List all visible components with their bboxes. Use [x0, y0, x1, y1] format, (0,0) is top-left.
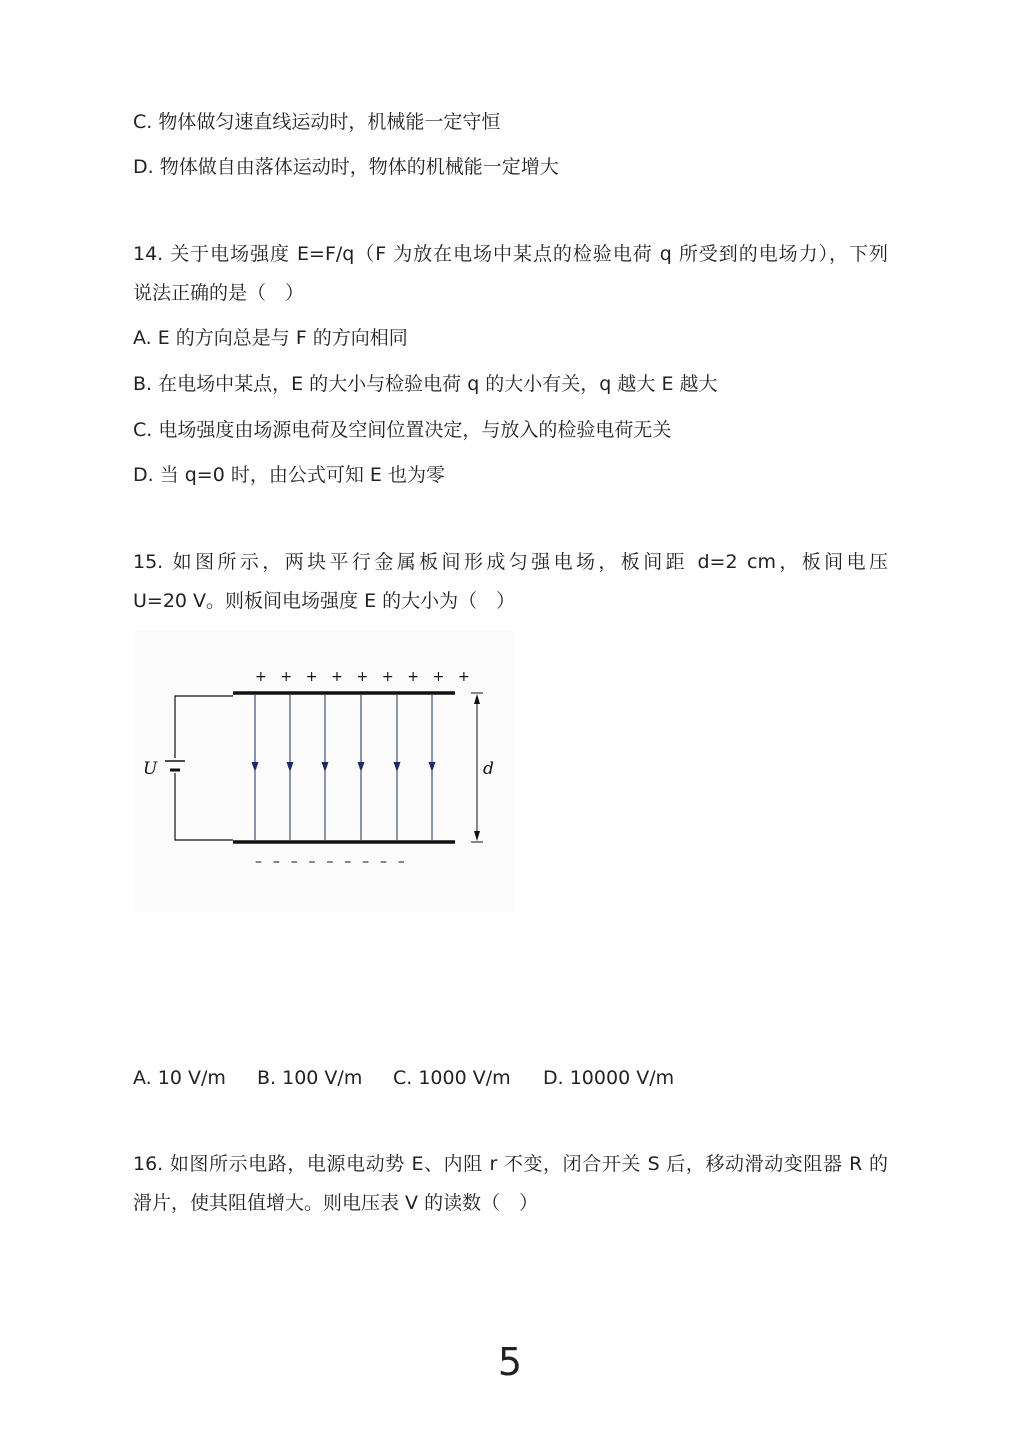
q15-option-c: C. 1000 V/m	[393, 1067, 511, 1089]
distance-label: d	[483, 759, 494, 779]
q13-option-c: C. 物体做匀速直线运动时，机械能一定守恒	[133, 111, 501, 133]
negative-charges-label: – – – – – – – – –	[255, 854, 409, 870]
q14-stem-line1: 14. 关于电场强度 E=F/q（F 为放在电场中某点的检验电荷 q 所受到的电场力），下列	[133, 243, 888, 265]
q15-option-a: A. 10 V/m	[133, 1067, 226, 1089]
voltage-label: U	[143, 759, 158, 779]
q15-stem-line2: U=20 V。则板间电场强度 E 的大小为（ ）	[133, 590, 516, 612]
q16-stem-line1: 16. 如图所示电路，电源电动势 E、内阻 r 不变，闭合开关 S 后，移动滑动变阻器 R 的	[133, 1153, 888, 1175]
q14-option-b: B. 在电场中某点，E 的大小与检验电荷 q 的大小有关，q 越大 E 越大	[133, 373, 718, 395]
page-number: 5	[497, 1340, 523, 1384]
q15-option-b: B. 100 V/m	[257, 1067, 363, 1089]
q13-option-d: D. 物体做自由落体运动时，物体的机械能一定增大	[133, 156, 559, 178]
q14-option-c: C. 电场强度由场源电荷及空间位置决定，与放入的检验电荷无关	[133, 419, 672, 441]
positive-charges-label: + + + + + + + + +	[255, 669, 475, 685]
q15-option-d: D. 10000 V/m	[543, 1067, 675, 1089]
q14-stem-line2: 说法正确的是（ ）	[133, 282, 305, 304]
q16-stem-line2: 滑片，使其阻值增大。则电压表 V 的读数（ ）	[133, 1192, 539, 1214]
parallel-plate-diagram	[135, 630, 515, 912]
q14-option-a: A. E 的方向总是与 F 的方向相同	[133, 327, 408, 349]
q14-option-d: D. 当 q=0 时，由公式可知 E 也为零	[133, 464, 445, 486]
q15-stem-line1: 15. 如图所示，两块平行金属板间形成匀强电场，板间距 d=2 cm，板间电压	[133, 551, 888, 573]
